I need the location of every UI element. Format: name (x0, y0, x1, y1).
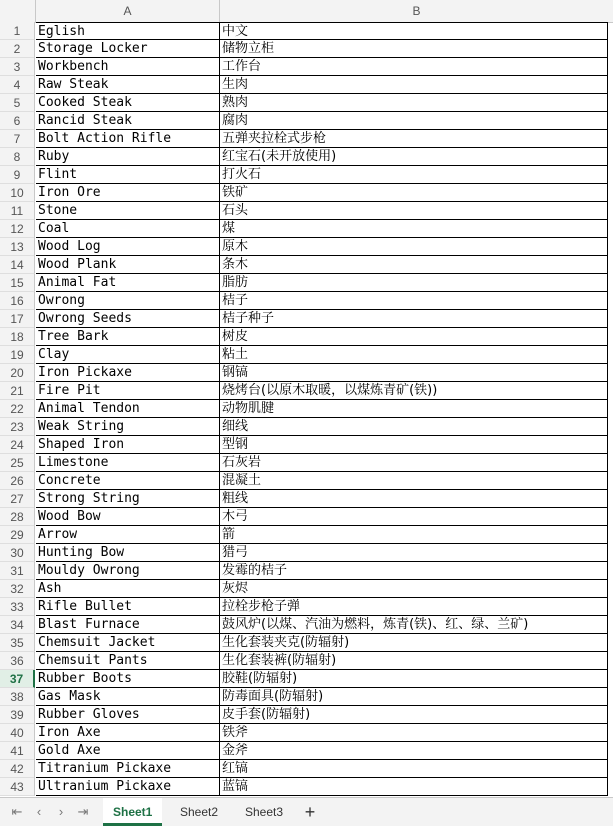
cell-chinese[interactable]: 粘土 (220, 346, 608, 364)
cell-chinese[interactable]: 煤 (220, 220, 608, 238)
row-number[interactable]: 18 (0, 328, 35, 346)
cell-english[interactable]: Animal Tendon (36, 400, 220, 418)
cell-chinese[interactable]: 熟肉 (220, 94, 608, 112)
cell-chinese[interactable]: 鼓风炉(以煤、汽油为燃料，炼青(铁)、红、绿、兰矿) (220, 616, 608, 634)
table-row (0, 40, 613, 58)
table-row (0, 652, 613, 670)
table-row (0, 184, 613, 202)
cell-chinese[interactable]: 中文 (220, 22, 608, 40)
cell-english[interactable]: Chemsuit Jacket (36, 634, 220, 652)
cell-chinese[interactable]: 铁矿 (220, 184, 608, 202)
cell-chinese[interactable]: 猎弓 (220, 544, 608, 562)
cell-english[interactable]: Ultranium Pickaxe (36, 778, 220, 796)
cell-english[interactable]: Rubber Gloves (36, 706, 220, 724)
cell-english[interactable]: Titranium Pickaxe (36, 760, 220, 778)
cell-chinese[interactable]: 动物肌腱 (220, 400, 608, 418)
cell-english[interactable]: Fire Pit (36, 382, 220, 400)
cell-english[interactable]: Tree Bark (36, 328, 220, 346)
table-row (0, 724, 613, 742)
first-sheet-icon[interactable]: ⇤ (11, 804, 23, 819)
cell-chinese[interactable]: 腐肉 (220, 112, 608, 130)
cell-chinese[interactable]: 烧烤台(以原木取暖，以煤炼青矿(铁)) (220, 382, 608, 400)
row-number[interactable]: 5 (0, 94, 35, 112)
cell-chinese[interactable]: 细线 (220, 418, 608, 436)
cell-chinese[interactable]: 桔子 (220, 292, 608, 310)
cell-chinese[interactable]: 树皮 (220, 328, 608, 346)
cell-chinese[interactable]: 桔子种子 (220, 310, 608, 328)
row-number[interactable]: 39 (0, 706, 35, 724)
table-row (0, 112, 613, 130)
table-row (0, 616, 613, 634)
row-number[interactable]: 41 (0, 742, 35, 760)
column-header-a[interactable]: A (36, 0, 220, 22)
cell-english[interactable]: Storage Locker (36, 40, 220, 58)
row-number[interactable]: 16 (0, 292, 35, 310)
table-row (0, 328, 613, 346)
cell-chinese[interactable]: 胶鞋(防辐射) (220, 670, 608, 688)
cell-chinese[interactable]: 拉栓步枪子弹 (220, 598, 608, 616)
row-number[interactable]: 10 (0, 184, 35, 202)
table-row (0, 58, 613, 76)
row-number[interactable]: 26 (0, 472, 35, 490)
cell-chinese[interactable]: 红镐 (220, 760, 608, 778)
row-number[interactable]: 6 (0, 112, 35, 130)
table-row (0, 310, 613, 328)
cell-english[interactable]: Rubber Boots (36, 670, 220, 688)
last-sheet-icon[interactable]: ⇥ (77, 804, 89, 819)
table-row (0, 400, 613, 418)
cell-chinese[interactable]: 五弹夹拉栓式步枪 (220, 130, 608, 148)
table-row (0, 562, 613, 580)
cell-english[interactable]: Weak String (36, 418, 220, 436)
cell-english[interactable]: Iron Ore (36, 184, 220, 202)
cell-chinese[interactable]: 原木 (220, 238, 608, 256)
cell-chinese[interactable]: 石灰岩 (220, 454, 608, 472)
cell-chinese[interactable]: 铁斧 (220, 724, 608, 742)
table-row (0, 580, 613, 598)
cell-english[interactable]: Blast Furnace (36, 616, 220, 634)
table-row (0, 634, 613, 652)
table-row (0, 22, 613, 40)
cell-english[interactable]: Wood Log (36, 238, 220, 256)
table-row (0, 148, 613, 166)
row-number[interactable]: 14 (0, 256, 35, 274)
row-number[interactable]: 32 (0, 580, 35, 598)
cell-english[interactable]: Wood Plank (36, 256, 220, 274)
row-number[interactable]: 28 (0, 508, 35, 526)
cell-english[interactable]: Clay (36, 346, 220, 364)
cell-english[interactable]: Coal (36, 220, 220, 238)
row-number[interactable]: 24 (0, 436, 35, 454)
table-row (0, 490, 613, 508)
cell-chinese[interactable]: 蓝镐 (220, 778, 608, 796)
row-number[interactable]: 9 (0, 166, 35, 184)
row-number[interactable]: 40 (0, 724, 35, 742)
cell-chinese[interactable]: 金斧 (220, 742, 608, 760)
cell-english[interactable]: Rancid Steak (36, 112, 220, 130)
select-all-corner[interactable] (0, 0, 36, 22)
cell-english[interactable]: Cooked Steak (36, 94, 220, 112)
row-number[interactable]: 4 (0, 76, 35, 94)
cell-english[interactable]: Hunting Bow (36, 544, 220, 562)
table-row (0, 418, 613, 436)
cell-chinese[interactable]: 生化套装夹克(防辐射) (220, 634, 608, 652)
cell-english[interactable]: Mouldy Owrong (36, 562, 220, 580)
table-row (0, 220, 613, 238)
row-number[interactable]: 36 (0, 652, 35, 670)
row-number[interactable]: 42 (0, 760, 35, 778)
cell-chinese[interactable]: 钢镐 (220, 364, 608, 382)
table-row (0, 76, 613, 94)
cell-english[interactable]: Gold Axe (36, 742, 220, 760)
table-row (0, 526, 613, 544)
cell-chinese[interactable]: 生肉 (220, 76, 608, 94)
cell-chinese[interactable]: 灰烬 (220, 580, 608, 598)
cell-english[interactable]: Ash (36, 580, 220, 598)
row-number[interactable]: 35 (0, 634, 35, 652)
row-number[interactable]: 19 (0, 346, 35, 364)
cell-english[interactable]: Rifle Bullet (36, 598, 220, 616)
row-number[interactable]: 23 (0, 418, 35, 436)
cell-chinese[interactable]: 粗线 (220, 490, 608, 508)
cell-chinese[interactable]: 石头 (220, 202, 608, 220)
table-row (0, 760, 613, 778)
row-number[interactable]: 11 (0, 202, 35, 220)
cell-chinese[interactable]: 条木 (220, 256, 608, 274)
row-number[interactable]: 37 (0, 670, 35, 688)
cell-chinese[interactable]: 发霉的桔子 (220, 562, 608, 580)
column-header-b[interactable]: B (412, 4, 421, 18)
row-number[interactable]: 17 (0, 310, 35, 328)
cell-english[interactable]: Iron Pickaxe (36, 364, 220, 382)
cell-chinese[interactable]: 箭 (220, 526, 608, 544)
row-number[interactable]: 7 (0, 130, 35, 148)
cell-chinese[interactable]: 生化套装裤(防辐射) (220, 652, 608, 670)
row-number[interactable]: 30 (0, 544, 35, 562)
row-number[interactable]: 31 (0, 562, 35, 580)
cell-chinese[interactable]: 木弓 (220, 508, 608, 526)
cell-chinese[interactable]: 混凝土 (220, 472, 608, 490)
cell-chinese[interactable]: 工作台 (220, 58, 608, 76)
row-number[interactable]: 43 (0, 778, 35, 796)
cell-chinese[interactable]: 打火石 (220, 166, 608, 184)
tab-sheet1[interactable]: Sheet1 (103, 798, 162, 826)
cell-english[interactable]: Owrong Seeds (36, 310, 220, 328)
table-row (0, 130, 613, 148)
cell-chinese[interactable]: 防毒面具(防辐射) (220, 688, 608, 706)
cell-chinese[interactable]: 型钢 (220, 436, 608, 454)
row-number[interactable]: 27 (0, 490, 35, 508)
table-row (0, 742, 613, 760)
cell-english[interactable]: Strong String (36, 490, 220, 508)
add-sheet-button[interactable]: + (304, 802, 316, 822)
cell-english[interactable]: Gas Mask (36, 688, 220, 706)
table-row (0, 472, 613, 490)
row-number[interactable]: 22 (0, 400, 35, 418)
row-number[interactable]: 15 (0, 274, 35, 292)
cell-english[interactable]: Iron Axe (36, 724, 220, 742)
row-number[interactable]: 33 (0, 598, 35, 616)
cell-english[interactable]: Arrow (36, 526, 220, 544)
table-row (0, 436, 613, 454)
prev-sheet-icon[interactable]: ‹ (36, 804, 42, 819)
row-number[interactable]: 2 (0, 40, 35, 58)
cell-chinese[interactable]: 脂肪 (220, 274, 608, 292)
table-row (0, 778, 613, 796)
row-number[interactable]: 29 (0, 526, 35, 544)
table-row (0, 454, 613, 472)
table-row (0, 292, 613, 310)
cell-english[interactable]: Workbench (36, 58, 220, 76)
cell-english[interactable]: Chemsuit Pants (36, 652, 220, 670)
next-sheet-icon[interactable]: › (58, 804, 64, 819)
cell-english[interactable]: Bolt Action Rifle (36, 130, 220, 148)
tab-sheet3[interactable]: Sheet3 (245, 805, 284, 819)
table-row (0, 202, 613, 220)
table-row (0, 256, 613, 274)
cell-chinese[interactable]: 储物立柜 (220, 40, 608, 58)
table-row (0, 382, 613, 400)
cell-english[interactable]: Owrong (36, 292, 220, 310)
cell-chinese[interactable]: 红宝石(未开放使用) (220, 148, 608, 166)
row-number[interactable]: 1 (0, 22, 35, 40)
row-number[interactable]: 8 (0, 148, 35, 166)
cell-english[interactable]: Eglish (36, 22, 220, 40)
table-row (0, 364, 613, 382)
row-number[interactable]: 3 (0, 58, 35, 76)
row-number[interactable]: 38 (0, 688, 35, 706)
table-row (0, 94, 613, 112)
cell-english[interactable]: Raw Steak (36, 76, 220, 94)
cell-english[interactable]: Limestone (36, 454, 220, 472)
row-number[interactable]: 25 (0, 454, 35, 472)
cell-english[interactable]: Wood Bow (36, 508, 220, 526)
cell-english[interactable]: Shaped Iron (36, 436, 220, 454)
row-number[interactable]: 34 (0, 616, 35, 634)
row-number[interactable]: 21 (0, 382, 35, 400)
cell-english[interactable]: Flint (36, 166, 220, 184)
cell-english[interactable]: Stone (36, 202, 220, 220)
column-header-bar (0, 0, 613, 23)
table-row (0, 508, 613, 526)
table-row (0, 544, 613, 562)
cell-english[interactable]: Concrete (36, 472, 220, 490)
tab-sheet2[interactable]: Sheet2 (180, 805, 219, 819)
table-row (0, 598, 613, 616)
table-row (0, 688, 613, 706)
sheet-tab-bar (0, 797, 613, 826)
row-number[interactable]: 12 (0, 220, 35, 238)
table-row (0, 346, 613, 364)
cell-chinese[interactable]: 皮手套(防辐射) (220, 706, 608, 724)
row-number[interactable]: 13 (0, 238, 35, 256)
table-row (0, 670, 613, 688)
table-row (0, 274, 613, 292)
cell-english[interactable]: Ruby (36, 148, 220, 166)
table-row (0, 238, 613, 256)
table-row (0, 166, 613, 184)
row-number[interactable]: 20 (0, 364, 35, 382)
cell-english[interactable]: Animal Fat (36, 274, 220, 292)
table-row (0, 706, 613, 724)
